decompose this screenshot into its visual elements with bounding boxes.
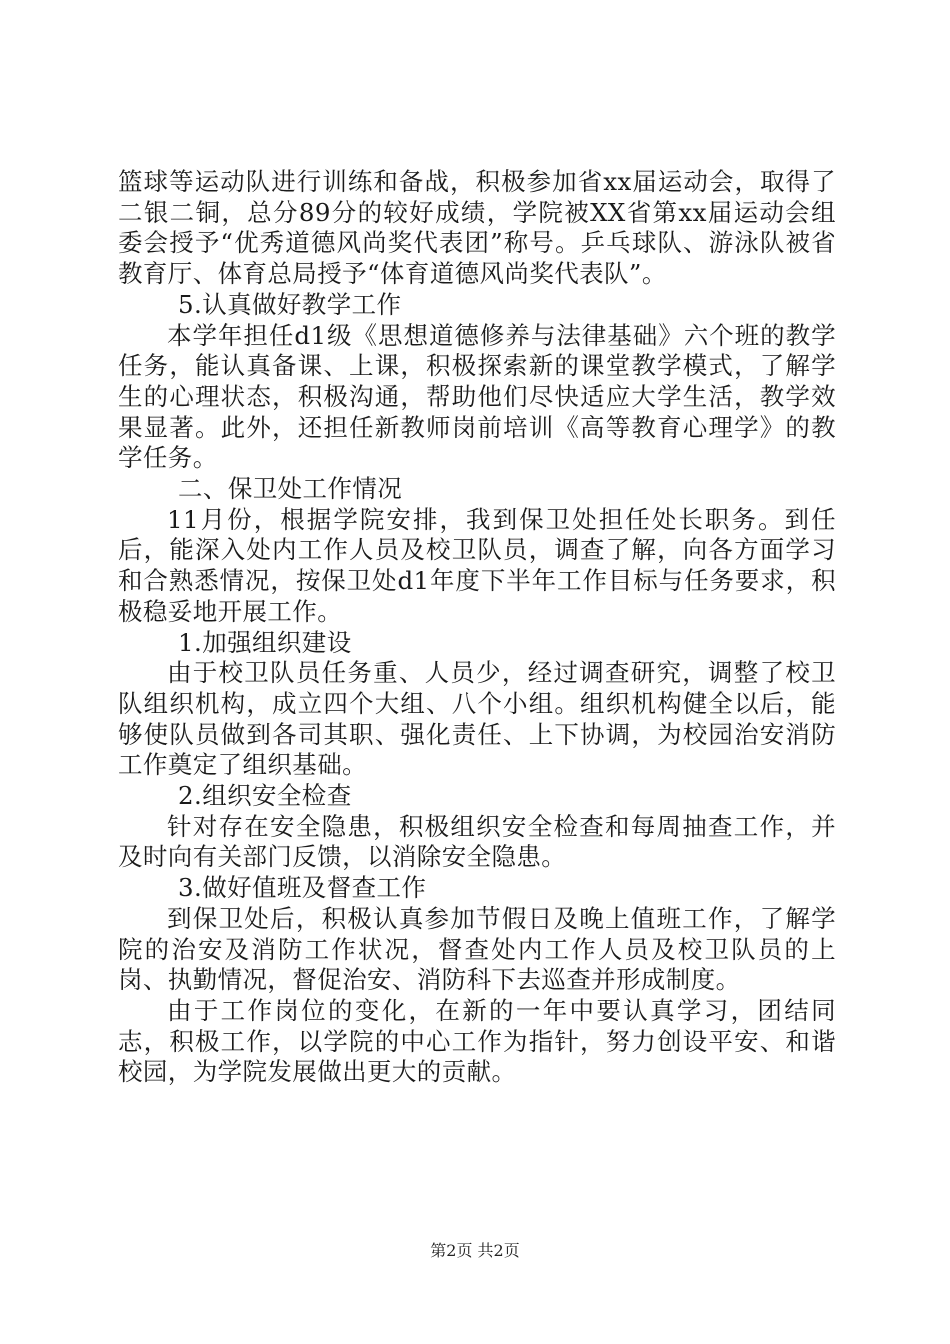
section-heading: 5.认真做好教学工作: [178, 289, 402, 319]
document-body: [118, 167, 836, 1088]
paragraph: 11月份，根据学院安排，我到保卫处担任处长职务。到任后，能深入处内工作人员及校卫队员，调查了解，向各方面学习和合熟悉情况，按保卫处d1年度下半年工作目标与任务要求，积极稳妥地开展工作。: [118, 504, 836, 626]
paragraph: 针对存在安全隐患，积极组织安全检查和每周抽查工作，并及时向有关部门反馈，以消除安全隐患。: [118, 811, 836, 872]
page-footer: [0, 1241, 950, 1261]
section-heading: 二、保卫处工作情况: [178, 474, 403, 504]
paragraph: 到保卫处后，积极认真参加节假日及晚上值班工作，了解学院的治安及消防工作状况，督查处内工作人员及校卫队员的上岗、执勤情况，督促治安、消防科下去巡查并形成制度。: [118, 903, 836, 995]
section-heading: 2.组织安全检查: [178, 781, 352, 811]
paragraph-continuation: 篮球等运动队进行训练和备战，积极参加省xx届运动会，取得了二银二铜，总分89分的较好成绩，学院被XX省第xx届运动会组委会授予“优秀道德风尚奖代表团”称号。乒乓球队、游泳队被省教育厅、体育总局授予“体育道德风尚奖代表队”。: [118, 167, 836, 289]
paragraph: 由于工作岗位的变化，在新的一年中要认真学习，团结同志，积极工作，以学院的中心工作为指针，努力创设平安、和谐校园，为学院发展做出更大的贡献。: [118, 995, 836, 1087]
page-number-label: 第2页 共2页: [430, 1241, 520, 1260]
paragraph: 由于校卫队员任务重、人员少，经过调查研究，调整了校卫队组织机构，成立四个大组、八个小组。组织机构健全以后，能够使队员做到各司其职、强化责任、上下协调，为校园治安消防工作奠定了组织基础。: [118, 658, 836, 780]
paragraph: 本学年担任d1级《思想道德修养与法律基础》六个班的教学任务，能认真备课、上课，积极探索新的课堂教学模式，了解学生的心理状态，积极沟通，帮助他们尽快适应大学生活，教学效果显著。此外，还担任新教师岗前培训《高等教育心理学》的教学任务。: [118, 320, 836, 473]
section-heading: 3.做好值班及督查工作: [178, 873, 427, 903]
section-heading: 1.加强组织建设: [178, 627, 352, 657]
